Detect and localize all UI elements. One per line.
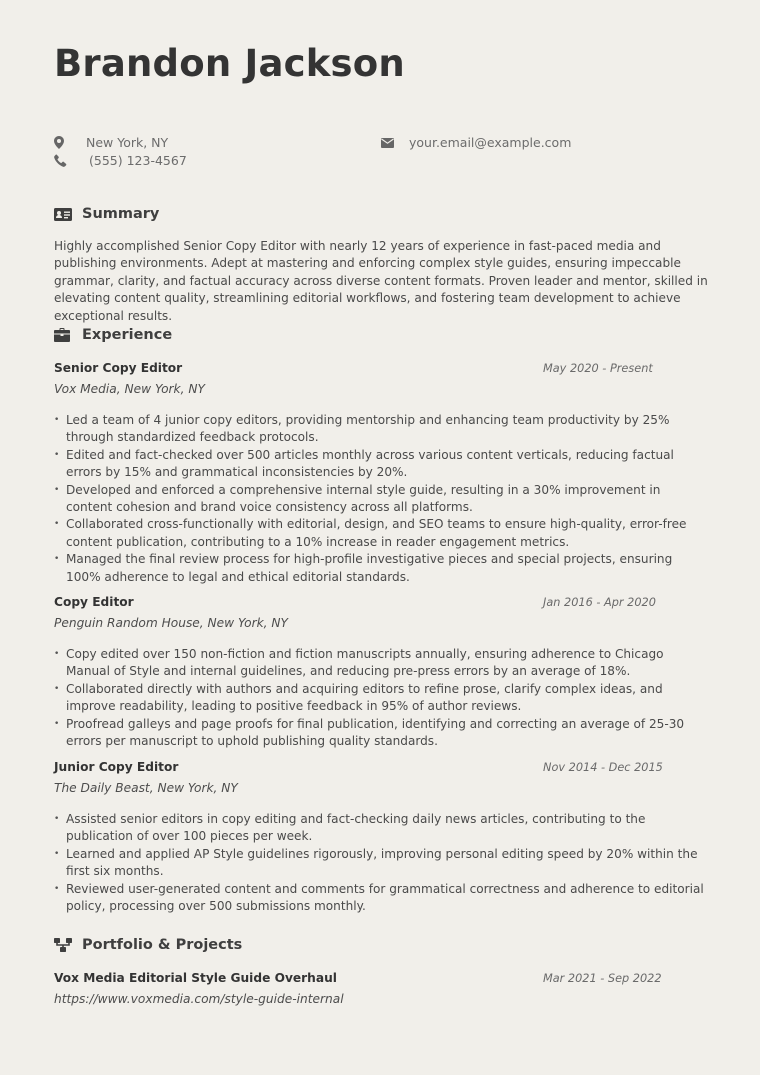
list-item: • Learned and applied AP Style guidelines rigorously, improving personal editing speed by 20% within the first six months. xyxy=(54,846,709,881)
list-item: • Collaborated directly with authors and acquiring editors to refine prose, clarify complex ideas, and improve readability, leading to positive feedback in 95% of author reviews. xyxy=(54,681,709,716)
id-card-icon xyxy=(54,208,74,221)
job-company: Penguin Random House, New York, NY xyxy=(54,616,288,630)
contact-email xyxy=(381,135,571,150)
job-company: Vox Media, New York, NY xyxy=(54,382,205,396)
job-title: Junior Copy Editor xyxy=(54,760,179,774)
list-item: • Led a team of 4 junior copy editors, providing mentorship and enhancing team productivity by 25% through standardized feedback protocols. xyxy=(54,412,709,447)
map-pin-icon xyxy=(54,136,74,149)
job-title: Senior Copy Editor xyxy=(54,361,183,375)
phone-icon xyxy=(54,154,74,167)
project-title: Vox Media Editorial Style Guide Overhaul xyxy=(54,971,337,985)
list-item: • Proofread galleys and page proofs for final publication, identifying and correcting an average of 25-30 errors per manuscript to uphold publishing quality standards. xyxy=(54,716,709,751)
job-dates: May 2020 - Present xyxy=(543,362,653,375)
job-dates: Nov 2014 - Dec 2015 xyxy=(543,761,663,774)
summary-heading-label: Summary xyxy=(82,206,160,222)
list-item: • Assisted senior editors in copy editing and fact-checking daily news articles, contributing to the publication of over 100 pieces per week. xyxy=(54,811,709,846)
list-item: • Copy edited over 150 non-fiction and fiction manuscripts annually, ensuring adherence to Chicago Manual of Style and internal guidelines, and reducing pre-press errors by an average of 18%. xyxy=(54,646,709,681)
job-bullets xyxy=(54,412,709,586)
experience-heading-label: Experience xyxy=(82,327,173,343)
summary-text: Highly accomplished Senior Copy Editor with nearly 12 years of experience in fast-paced media and publishing environments. Adept at mastering and enforcing complex style guides, ensuring impeccable grammar, clarity, and factual accuracy across diverse content formats. Proven leader and mentor, skilled in elevating content quality, streamlining editorial workflows, and fostering team development to achieve exceptional results. xyxy=(54,239,708,323)
job-company: The Daily Beast, New York, NY xyxy=(54,781,238,795)
contact-location xyxy=(54,135,168,150)
sitemap-icon xyxy=(54,938,74,952)
phone-text: (555) 123-4567 xyxy=(89,153,187,168)
project-dates: Mar 2021 - Sep 2022 xyxy=(543,972,662,985)
list-item: • Developed and enforced a comprehensive internal style guide, resulting in a 30% improvement in content cohesion and brand voice consistency across all platforms. xyxy=(54,482,709,517)
list-item: • Managed the final review process for high-profile investigative pieces and special projects, ensuring 100% adherence to legal and ethical editorial standards. xyxy=(54,551,709,586)
job-bullets xyxy=(54,811,709,915)
list-item: • Collaborated cross-functionally with editorial, design, and SEO teams to ensure high-quality, error-free content publication, contributing to a 10% increase in reader engagement metrics. xyxy=(54,516,709,551)
job-dates: Jan 2016 - Apr 2020 xyxy=(543,596,656,609)
portfolio-heading-label: Portfolio & Projects xyxy=(82,937,243,953)
envelope-icon xyxy=(381,138,401,148)
summary-heading xyxy=(54,206,159,222)
job-title: Copy Editor xyxy=(54,595,134,609)
list-item: • Edited and fact-checked over 500 articles monthly across various content verticals, reducing factual errors by 15% and grammatical inconsistencies by 20%. xyxy=(54,447,709,482)
email-text: your.email@example.com xyxy=(409,135,572,150)
experience-heading xyxy=(54,327,172,343)
briefcase-icon xyxy=(54,328,74,342)
contact-phone xyxy=(54,153,187,168)
location-text: New York, NY xyxy=(86,135,169,150)
job-bullets xyxy=(54,646,709,750)
candidate-name: Brandon Jackson xyxy=(54,42,405,85)
project-link[interactable]: https://www.voxmedia.com/style-guide-internal xyxy=(54,992,344,1006)
portfolio-heading xyxy=(54,937,242,953)
list-item: • Reviewed user-generated content and comments for grammatical correctness and adherence to editorial policy, processing over 500 submissions monthly. xyxy=(54,881,709,916)
